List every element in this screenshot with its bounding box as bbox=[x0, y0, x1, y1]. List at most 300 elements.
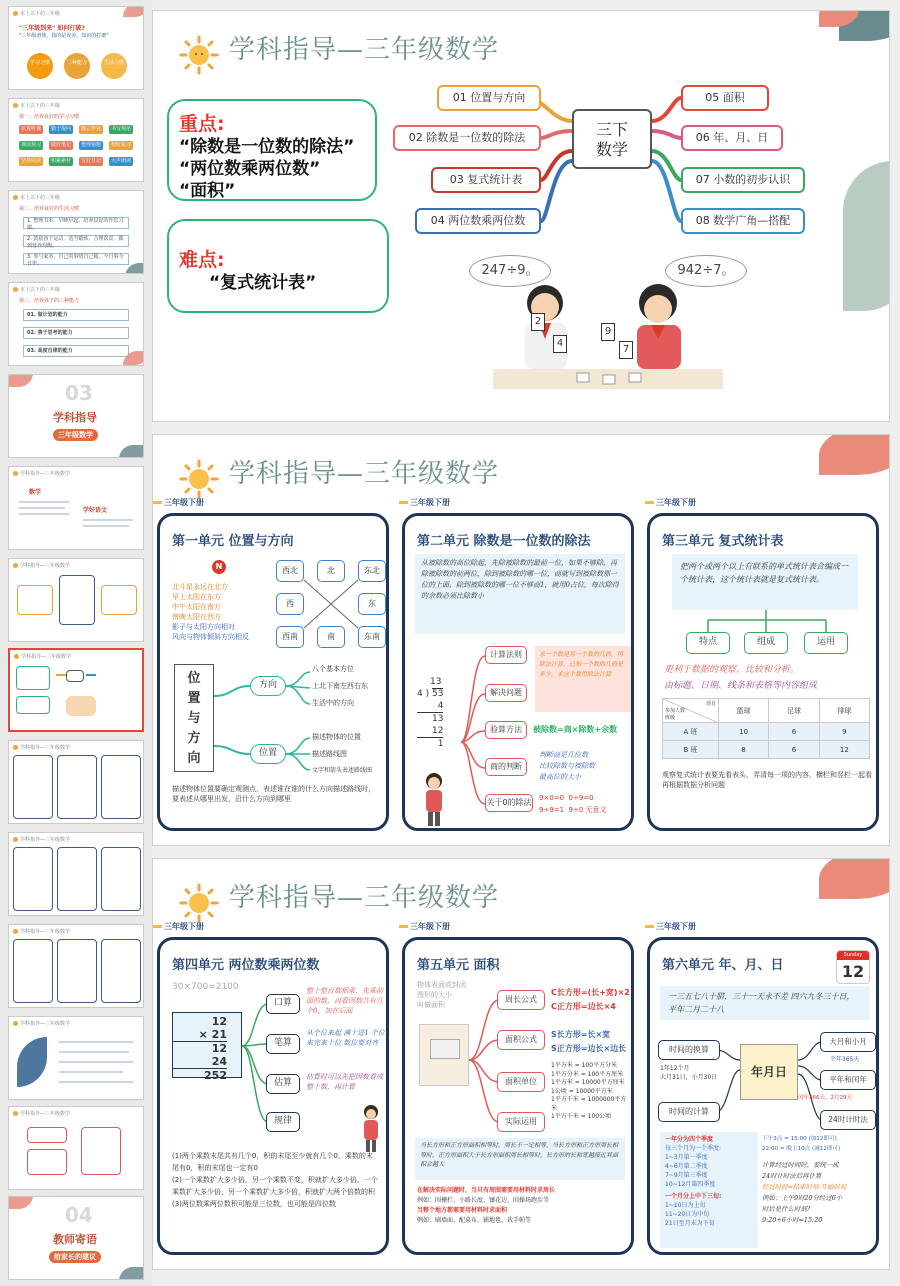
thumb-line bbox=[19, 501, 69, 503]
thumb-chip: 坚持阅读 bbox=[20, 158, 41, 164]
area-formulas bbox=[551, 1028, 626, 1056]
trait-feature: 特点 bbox=[686, 632, 730, 654]
tip-estimate: 估算时可以先把因数看成整十数，再计算 bbox=[306, 1073, 383, 1091]
thumb-circle: 生活习惯 bbox=[101, 53, 127, 79]
corner-label: 项目 bbox=[705, 701, 716, 707]
thumb-heading: 学好语文 bbox=[83, 507, 108, 514]
thumb-line bbox=[59, 1061, 133, 1063]
branch-24h-clock: 24时计时法 bbox=[820, 1110, 876, 1130]
difficulty-item: “复式统计表” bbox=[209, 273, 317, 293]
thumb-box bbox=[101, 585, 137, 615]
thumb-illustration bbox=[66, 696, 96, 716]
calc-line: 时后是什么时刻? bbox=[762, 1205, 811, 1213]
key-point-item: “除数是一位数的除法” bbox=[179, 137, 355, 157]
thumb-box bbox=[57, 939, 97, 1003]
mindmap-center bbox=[572, 109, 652, 169]
direction-north: 北 bbox=[317, 560, 345, 582]
thumb-header: 本上以下的三年级 bbox=[13, 102, 60, 109]
unit-line: 1平方千米 = 100公顷 bbox=[551, 1113, 612, 1120]
thumb-line bbox=[86, 674, 96, 676]
thumb-header: 学科指导—三年级数学 bbox=[13, 928, 70, 935]
thumb-line bbox=[59, 1051, 129, 1053]
branch-item: 描述路线图 bbox=[312, 750, 347, 758]
fact-line: 中午太阳在南方 bbox=[172, 603, 221, 611]
calc-line: 例如：上午9时20分经过6小 bbox=[762, 1194, 843, 1202]
unit-line: 1平方米 = 10000平方厘米 bbox=[551, 1079, 625, 1086]
branch-item: 上北下南左西右东 bbox=[312, 682, 368, 690]
char: 向 bbox=[187, 751, 201, 766]
thumbnail-slide-10[interactable] bbox=[8, 832, 144, 916]
seasons-info bbox=[660, 1132, 758, 1248]
thumb-box bbox=[59, 575, 95, 625]
judge-line: 最高位的大小 bbox=[539, 773, 581, 781]
fact-line: 早上太阳在东方 bbox=[172, 593, 221, 601]
thumb-box bbox=[27, 1127, 67, 1143]
zero-rule: 0÷9=0 bbox=[568, 794, 594, 802]
unit-line: 1公顷 = 10000平方米 bbox=[551, 1087, 613, 1095]
thumb-box bbox=[16, 666, 50, 690]
thumb-row: 2. 鼓励孩子运动、适当锻炼、合理饮食、做到营养均衡。 bbox=[23, 235, 129, 247]
thumb-header: 学科指导—三年级数学 bbox=[13, 1020, 70, 1027]
thumb-box bbox=[81, 1127, 121, 1175]
slide-title: 学科指导—三年级数学 bbox=[229, 883, 500, 913]
topic-perimeter: 周长公式 bbox=[497, 990, 545, 1010]
mindmap-center-line: 三下 bbox=[595, 120, 628, 139]
grade-tag: 三年级下册 bbox=[645, 921, 696, 932]
thumb-circle: 三种能力 bbox=[64, 53, 90, 79]
formula: C长方形=(长+宽)×2 bbox=[551, 988, 630, 997]
thumbnail-slide-9[interactable] bbox=[8, 740, 144, 824]
topic-quotient-judge: 商的判断 bbox=[485, 758, 527, 776]
slide-units-4-6[interactable] bbox=[152, 858, 890, 1270]
thumb-chip: 独立作业 bbox=[80, 126, 101, 132]
calendar-weekday: Sunday bbox=[837, 951, 869, 960]
info-line: 大月31日，小月30日 bbox=[660, 1074, 718, 1081]
clock-line: 22:00 = 晚上10点 (减12即可) bbox=[762, 1146, 841, 1152]
thumb-heading: 第二、培养良好的生活习惯 bbox=[19, 206, 80, 212]
char: 置 bbox=[187, 691, 201, 706]
key-point-item: “面积” bbox=[179, 181, 236, 201]
thumb-chip: 整理错题 bbox=[80, 142, 101, 148]
leaf-decoration bbox=[119, 445, 144, 458]
year-info bbox=[660, 1064, 717, 1082]
table-cell: 10 bbox=[719, 723, 769, 741]
char: 位 bbox=[187, 671, 201, 686]
calendar-day: 12 bbox=[841, 962, 865, 981]
leaf-decoration bbox=[843, 161, 890, 311]
remainder: 1 bbox=[437, 739, 444, 749]
thumb-box bbox=[57, 847, 97, 911]
unit-title: 第二单元 除数是一位数的除法 bbox=[417, 534, 591, 549]
unit-title: 第五单元 面积 bbox=[417, 958, 500, 973]
thumb-header: 学科指导—三年级数学 bbox=[13, 836, 70, 843]
fact-line: 影子与太阳方向相对 bbox=[172, 623, 235, 631]
topic-application: 实际运用 bbox=[497, 1112, 545, 1132]
leaf-decoration bbox=[8, 374, 33, 387]
thumb-box bbox=[13, 939, 53, 1003]
branch-pattern: 规律 bbox=[266, 1112, 300, 1132]
thumbnail-slide-6[interactable] bbox=[8, 466, 144, 550]
mindmap-item-08[interactable]: 08 数学广角—搭配 bbox=[681, 208, 805, 234]
leap-year-days: 闰年366天，2月29天 bbox=[798, 1095, 852, 1101]
calc-line: 12 bbox=[211, 1015, 227, 1028]
key-point-item: “两位数乘两位数” bbox=[179, 159, 321, 179]
mindmap-item-07[interactable]: 07 小数的初步认识 bbox=[681, 167, 805, 193]
branch-item: 八个基本方位 bbox=[312, 665, 354, 673]
traits-connectors bbox=[650, 610, 879, 634]
calc-line: 24 bbox=[173, 1055, 227, 1069]
quotient-judge-text bbox=[539, 750, 595, 783]
step: 12 bbox=[417, 725, 443, 738]
mindmap-center-line: 数学 bbox=[595, 140, 628, 159]
mindmap-item-03[interactable]: 03 复式统计表 bbox=[431, 167, 541, 193]
branch-item: 生活中的方向 bbox=[312, 699, 354, 707]
blackboard-illustration bbox=[419, 1024, 469, 1086]
calc-line: 9:20+6小时=15:20 bbox=[762, 1216, 823, 1224]
section-number: 03 bbox=[65, 381, 93, 405]
rule-line: (3)两位数乘两位数积可能是三位数，也可能是四位数 bbox=[172, 1200, 336, 1208]
leaf-decoration bbox=[119, 1267, 144, 1280]
season-line: 一个月分上中下三旬: bbox=[665, 1193, 722, 1200]
thumbnail-slide-7[interactable] bbox=[8, 558, 144, 642]
long-division bbox=[417, 676, 443, 750]
zero-rule: 9÷9=1 bbox=[539, 806, 565, 814]
compass-icon: N bbox=[212, 560, 226, 574]
info-line: 1年12个月 bbox=[660, 1065, 690, 1072]
intro-line: 物体表面或封闭 bbox=[417, 981, 466, 989]
direction-south: 南 bbox=[317, 626, 345, 648]
thumb-line bbox=[56, 674, 66, 676]
fact-line: 风向与物体倾斜方向相反 bbox=[172, 633, 249, 641]
thumb-chip: 课前预习 bbox=[20, 142, 41, 148]
thumb-line bbox=[83, 525, 129, 527]
topic-verification: 验算方法 bbox=[485, 721, 527, 739]
thumb-line bbox=[19, 507, 65, 509]
topic-calc-rule: 计算法则 bbox=[485, 646, 527, 664]
number-card: 9 bbox=[601, 323, 615, 341]
thumb-row: 01. 做计划的能力 bbox=[23, 309, 129, 321]
unit-6-card bbox=[647, 937, 879, 1255]
table-cell: 6 bbox=[769, 723, 819, 741]
unit-footer-note: 描述物体位置要确定观测点，表述谁在谁的什么方向描述路线时，要表述从哪里出发，沿什么方向到哪里 bbox=[172, 785, 375, 803]
unit-title: 第三单元 复式统计表 bbox=[662, 534, 784, 549]
unit-line: 1平方分米 = 100平方厘米 bbox=[551, 1070, 624, 1078]
branch-item: 文字和箭头表述路线图 bbox=[312, 767, 373, 774]
section-subtitle: 给家长的建议 bbox=[49, 1251, 101, 1263]
mental-example: 30×700=2100 bbox=[172, 982, 239, 992]
thumbnail-slide-4[interactable] bbox=[8, 282, 144, 366]
thumb-chip: 按时复习 bbox=[110, 142, 131, 148]
section-subtitle: 三年级数学 bbox=[53, 429, 98, 441]
division-rule-text: 从被除数的高位除起，先除被除数的最前一位，如果不够除，再除被除数的前两位，除到被除数的哪一位，商就写到被除数那一位的上面，除到被除数的哪一位不够商1，就用0占位，每次除得的余数必须比除数小 bbox=[415, 554, 625, 634]
area-unit-conversions bbox=[551, 1062, 631, 1122]
quotient: 13 bbox=[429, 677, 442, 687]
apply-line: 例如：刷墙面、配桌布、铺地毯、栽手帕等 bbox=[417, 1217, 532, 1224]
unit-title: 第四单元 两位数乘两位数 bbox=[172, 958, 320, 973]
thumbnail-slide-11[interactable] bbox=[8, 924, 144, 1008]
slide-title: 学科指导—三年级数学 bbox=[229, 459, 500, 489]
thumb-row: 3. 参与家务、自己的事情自己做、今日事今日毕。 bbox=[23, 253, 129, 265]
perimeter-formulas bbox=[551, 986, 630, 1014]
formula: C正方形=边长×4 bbox=[551, 1002, 616, 1011]
calc-line: 计算经过时间时，要统一成 bbox=[762, 1161, 839, 1169]
formula: S长方形=长×宽 bbox=[551, 1030, 611, 1039]
sample-stat-table bbox=[662, 698, 870, 759]
topic-problem-solving: 解决问题 bbox=[485, 684, 527, 702]
thumb-subheading: "三年级滑坡，我的是误差，知识的打磨" bbox=[19, 33, 109, 39]
branch-position: 位置 bbox=[250, 744, 286, 764]
unit-title: 第一单元 位置与方向 bbox=[172, 534, 294, 549]
section-title: 学科指导 bbox=[53, 411, 97, 424]
teacher-illustration bbox=[419, 772, 449, 828]
thumb-box bbox=[101, 939, 141, 1003]
zero-rule: 9×0=0 bbox=[539, 794, 565, 802]
branch-time-conversion: 时间的换算 bbox=[658, 1040, 720, 1060]
divisor-row: 4 ) 53 bbox=[417, 689, 444, 699]
number-card: 2 bbox=[531, 313, 545, 331]
vertical-multiplication bbox=[172, 1012, 242, 1082]
table-cell: 9 bbox=[819, 723, 869, 741]
verify-formula: 被除数=商×除数+余数 bbox=[533, 725, 618, 734]
mindmap-item-04[interactable]: 04 两位数乘两位数 bbox=[415, 208, 541, 234]
application-examples bbox=[417, 1186, 627, 1226]
unit-4-card bbox=[157, 937, 389, 1255]
grade-tag: 三年级下册 bbox=[153, 497, 204, 508]
unit-3-card bbox=[647, 513, 879, 831]
direction-facts bbox=[172, 582, 249, 642]
unit-footer-note: 观察复式统计表要先看表头，弄清每一项的内容，横栏和竖栏一起看再根据数据分析问题 bbox=[662, 771, 872, 789]
season-line: 7~9月第三季度 bbox=[665, 1172, 708, 1179]
grade-tag: 三年级下册 bbox=[153, 921, 204, 932]
teacher-illustration bbox=[356, 1104, 386, 1152]
number-card: 4 bbox=[553, 335, 567, 353]
section-title: 教师寄语 bbox=[53, 1233, 97, 1246]
thumb-chip: 做好笔记 bbox=[50, 142, 71, 148]
thumb-chip: 写好日记 bbox=[80, 158, 101, 164]
leaf-decoration bbox=[8, 1196, 33, 1209]
calc-line: 12 bbox=[211, 1042, 227, 1055]
thumb-chip: 勤于提问 bbox=[50, 126, 71, 132]
mindmap-item-05[interactable]: 05 面积 bbox=[681, 85, 769, 111]
problem-note: 求一个数是另一个数的几倍，用除法计算，已知一个数的几倍是多少，求这个数用除法计算 bbox=[535, 646, 631, 712]
season-line: 1~10日为上旬 bbox=[665, 1202, 706, 1209]
thumbnail-slide-1[interactable] bbox=[8, 6, 144, 90]
perimeter-area-note: 当长方形和正方形面积相等时，周长不一定相等，当长方形和正方形周长相等时，正方形面积大于长方形面积周长相等时，长方形的长和宽越接近其面积会越大 bbox=[415, 1138, 625, 1180]
table-header: 足球 bbox=[769, 699, 819, 723]
judge-line: 比较除数与被除数 bbox=[539, 762, 595, 770]
calc-line: × 21 bbox=[173, 1028, 227, 1042]
branch-mental: 口算 bbox=[266, 994, 300, 1014]
intro-line: 图形的大小 bbox=[417, 991, 452, 999]
thumb-header: 学科指导—三年级数学 bbox=[14, 653, 71, 660]
thumb-chip: 大声朗读 bbox=[110, 158, 131, 164]
thumb-header: 本上以下的三年级 bbox=[13, 286, 60, 293]
thumb-line bbox=[59, 1041, 133, 1043]
mindmap-item-02[interactable]: 02 除数是一位数的除法 bbox=[393, 125, 541, 151]
leaf-decoration bbox=[17, 1037, 47, 1087]
apply-line: 当整个地方都需要用材料时求面积 bbox=[417, 1207, 508, 1214]
apply-line: 例如：围栅栏、小路长度、镶花边、围操场跑步等 bbox=[417, 1197, 550, 1204]
unit-title: 第六单元 年、月、日 bbox=[662, 958, 784, 973]
area-intro bbox=[417, 980, 466, 1010]
thumb-row: 02. 善于思考的能力 bbox=[23, 327, 129, 339]
topic-area-formula: 面积公式 bbox=[497, 1030, 545, 1050]
thumb-box bbox=[13, 847, 53, 911]
season-line: 11~20日为中旬 bbox=[665, 1211, 710, 1218]
table-cell: A 班 bbox=[663, 723, 719, 741]
speech-bubble: 942÷7。 bbox=[665, 255, 747, 287]
unit5-branches bbox=[469, 996, 499, 1126]
time-calc-explanation bbox=[762, 1160, 878, 1226]
common-year-days: 平年365天 bbox=[830, 1056, 860, 1063]
thumb-header: 学科指导—三年级数学 bbox=[13, 470, 70, 477]
unit-5-card bbox=[402, 937, 634, 1255]
calendar-icon bbox=[836, 950, 870, 984]
rule-line: (2)一个乘数扩大多少倍，另一个乘数不变，积就扩大多少倍。一个乘数扩大多少倍，另一个乘数扩大多少倍，积就扩大两个倍数的积 bbox=[172, 1176, 378, 1196]
table-cell: B 班 bbox=[663, 741, 719, 759]
sun-icon bbox=[179, 459, 219, 499]
branch-time-calculation: 时间的计算 bbox=[658, 1102, 720, 1122]
table-row bbox=[663, 723, 870, 741]
slide-thumbnail-panel bbox=[0, 0, 152, 1286]
table-row bbox=[663, 741, 870, 759]
slide-units-1-3[interactable] bbox=[152, 434, 890, 846]
branch-written: 笔算 bbox=[266, 1034, 300, 1054]
step: 13 bbox=[431, 714, 444, 724]
table-header: 篮球 bbox=[719, 699, 769, 723]
rule-line: (1)两个乘数末尾共有几个0，积的末尾至少就有几个0，乘数的末尾有0，积的末尾也一定有0 bbox=[172, 1152, 373, 1172]
slide-key-points[interactable] bbox=[152, 10, 890, 422]
unit-line: 1平方米 = 100平方分米 bbox=[551, 1062, 618, 1069]
branch-big-small-month: 大月和小月 bbox=[820, 1032, 876, 1052]
direction-southeast: 东南 bbox=[358, 626, 386, 648]
thumb-header: 学科指导—三年级数学 bbox=[13, 1110, 70, 1117]
thumb-box bbox=[101, 847, 141, 911]
calc-line: 24时计时法后再计算 bbox=[762, 1172, 822, 1180]
unit-line: 1平方千米 = 1000000平方米 bbox=[551, 1096, 627, 1112]
direction-northeast: 东北 bbox=[358, 560, 386, 582]
thumbnail-slide-13[interactable] bbox=[8, 1106, 144, 1190]
branch-estimate: 估算 bbox=[266, 1074, 300, 1094]
thumb-box bbox=[13, 755, 53, 819]
topic-area-units: 面积单位 bbox=[497, 1072, 545, 1092]
table-corner bbox=[663, 699, 719, 723]
thumb-circle: 学习习惯 bbox=[27, 53, 53, 79]
thumbnail-slide-14[interactable] bbox=[8, 1196, 144, 1280]
thumb-chip: 书写规范 bbox=[110, 126, 131, 132]
key-points-heading: 重点: bbox=[179, 113, 225, 135]
thumb-header: 本上以下的三年级 bbox=[13, 10, 60, 17]
direction-southwest: 西南 bbox=[276, 626, 304, 648]
table-cell: 8 bbox=[719, 741, 769, 759]
thumbnail-slide-3[interactable] bbox=[8, 190, 144, 274]
table-header: 排球 bbox=[819, 699, 869, 723]
thumb-box bbox=[66, 670, 84, 682]
thumbnail-slide-5[interactable] bbox=[8, 374, 144, 458]
leaf-decoration bbox=[123, 6, 144, 17]
calc-line: 252 bbox=[204, 1069, 227, 1082]
leaf-decoration bbox=[819, 858, 890, 899]
trait-composition: 组成 bbox=[744, 632, 788, 654]
calc-line: 经过时间=结束时刻-开始时刻 bbox=[762, 1183, 847, 1191]
judge-line: 判断商是几位数 bbox=[539, 751, 588, 759]
topic-zero-division: 关于0的除法 bbox=[485, 794, 533, 812]
topic-center: 年月日 bbox=[740, 1044, 798, 1100]
thumb-heading: 第三、培养孩子的三种能力 bbox=[19, 298, 80, 304]
grade-tag: 三年级下册 bbox=[399, 497, 450, 508]
board-graphic bbox=[430, 1039, 460, 1059]
thumb-row: 1. 整理书本、早睡早起、培养良好的作息习惯。 bbox=[23, 217, 129, 229]
sun-icon bbox=[179, 883, 219, 923]
speech-bubble: 247÷9。 bbox=[469, 255, 551, 287]
number-card: 7 bbox=[619, 341, 633, 359]
thumbnail-slide-8[interactable] bbox=[8, 648, 144, 732]
branch-leap-year: 平年和闰年 bbox=[820, 1070, 876, 1090]
direction-west: 西 bbox=[276, 593, 304, 615]
thumb-line bbox=[59, 1071, 123, 1073]
corner-label: 参加人数 bbox=[665, 708, 686, 714]
thumb-box bbox=[57, 755, 97, 819]
multiplication-rules bbox=[172, 1150, 378, 1210]
dividend: 53 bbox=[431, 689, 444, 699]
table-definition: 把两个或两个以上有联系的单式统计表合编成一个统计表，这个统计表就是复式统计表。 bbox=[672, 554, 858, 610]
thumb-row: 03. 高度自律的能力 bbox=[23, 345, 129, 357]
clock-line: 下午3点 = 15:00 (加12即可) bbox=[762, 1136, 837, 1142]
corner-label: 班级 bbox=[665, 715, 676, 721]
formula: S正方形=边长×边长 bbox=[551, 1044, 627, 1053]
table-cell: 6 bbox=[769, 741, 819, 759]
thumb-box bbox=[101, 755, 141, 819]
apply-line: 在解决实际问题时，当只有周围需要用材料时求周长 bbox=[417, 1187, 556, 1194]
season-line: 4~6月第二季度 bbox=[665, 1163, 708, 1170]
thumbnail-slide-2[interactable] bbox=[8, 98, 144, 182]
zero-rule: 9÷0 无意义 bbox=[568, 806, 607, 814]
season-line: 10~12月第四季度 bbox=[665, 1181, 716, 1188]
difficulty-heading: 难点: bbox=[179, 249, 225, 271]
month-days-rhyme: 一三五七八十腊，三十一天永不差 四六九冬三十日，平年二月二十八 bbox=[660, 986, 870, 1020]
thumbnail-slide-12[interactable] bbox=[8, 1016, 144, 1100]
thumb-heading: 数学 bbox=[29, 489, 42, 496]
unit-1-card bbox=[157, 513, 389, 831]
thumb-header: 学科指导—三年级数学 bbox=[13, 562, 70, 569]
char: 方 bbox=[187, 731, 201, 746]
thumb-header: 学科指导—三年级数学 bbox=[13, 744, 70, 751]
mindmap-item-06[interactable]: 06 年、月、日 bbox=[681, 125, 783, 151]
thumb-heading: 第一、培养良好的学习习惯 bbox=[19, 114, 80, 120]
thumb-line bbox=[59, 1081, 133, 1083]
branch-direction: 方向 bbox=[250, 676, 286, 696]
slide-title: 学科指导—三年级数学 bbox=[229, 35, 500, 65]
table-cell: 12 bbox=[819, 741, 869, 759]
season-line: 一年分为四个季度 bbox=[665, 1136, 714, 1143]
thumb-line bbox=[19, 513, 69, 515]
tip-written: 从个位来起 满十进1 个位来完来十位 数位要对齐 bbox=[306, 1029, 385, 1047]
clock-conversion bbox=[762, 1134, 840, 1154]
season-line: 1~3月第一季度 bbox=[665, 1154, 708, 1161]
mindmap-item-01[interactable]: 01 位置与方向 bbox=[437, 85, 541, 111]
thumb-header: 本上以下的三年级 bbox=[13, 194, 60, 201]
grade-tag: 三年级下册 bbox=[399, 921, 450, 932]
thumb-box bbox=[16, 696, 50, 714]
divisor: 4 bbox=[417, 689, 423, 699]
branch-item: 描述物体的位置 bbox=[312, 733, 361, 741]
direction-northwest: 西北 bbox=[276, 560, 304, 582]
thumb-box bbox=[17, 585, 53, 615]
season-line: 21日至月末为下旬 bbox=[665, 1220, 715, 1227]
section-number: 04 bbox=[65, 1203, 93, 1227]
topic-vertical-label bbox=[174, 664, 214, 772]
direction-east: 东 bbox=[358, 593, 386, 615]
